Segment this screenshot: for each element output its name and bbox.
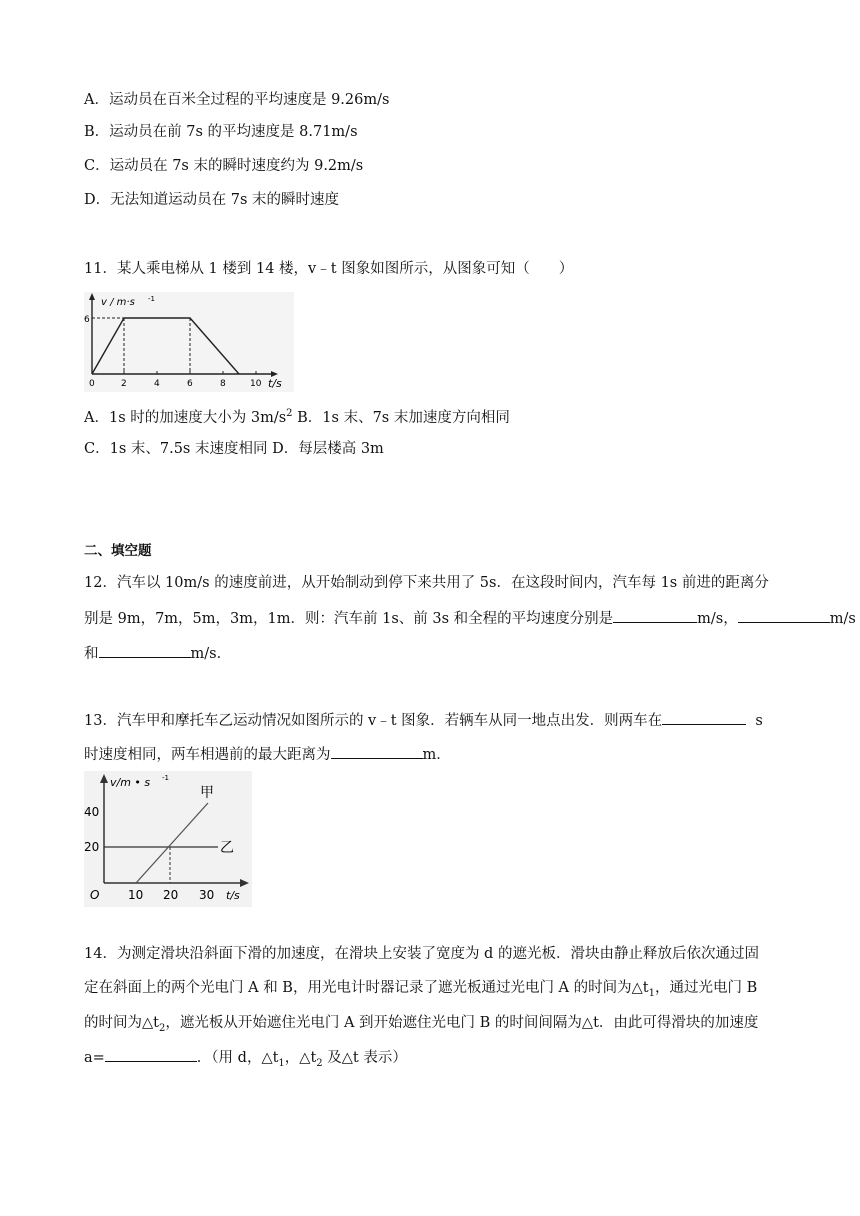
q12-line-2: 别是 9m，7m，5m，3m，1m．则：汽车前 1s、前 3s 和全程的平均速度分别是 m/s， m/s: [84, 608, 856, 629]
q13-line-2: 时速度相同，两车相遇前的最大距离为 m．: [84, 744, 451, 765]
q11-option-cd: C．1s 末、7.5s 末速度相同 D．每层楼高 3m: [84, 441, 384, 457]
q11-x-tick-0: 0: [89, 379, 95, 389]
q11-ylabel-sup: -1: [148, 295, 155, 303]
q11-y-tick-6: 6: [84, 315, 90, 325]
q13-ylabel: v/m • s: [110, 776, 151, 789]
q12-line-3: 和 m/s．: [84, 643, 231, 664]
q13-label-yi: 乙: [220, 840, 234, 856]
q13-ylabel-sup: -1: [162, 774, 169, 782]
section-title: 二、填空题: [84, 543, 152, 559]
q12-blank-1[interactable]: [613, 608, 697, 623]
q13-xlabel: t/s: [226, 889, 240, 902]
q13-x-tick-10: 10: [128, 888, 144, 902]
q11-x-tick-10: 10: [250, 379, 262, 389]
q11-x-tick-2: 2: [121, 379, 127, 389]
q11-x-tick-4: 4: [154, 379, 160, 389]
q14-blank[interactable]: [105, 1047, 197, 1062]
q11-option-b: B．1s 末、7s 末加速度方向相同: [292, 409, 510, 426]
q14-line-4: a= ．（用 d，$\triangle t_1$，$\triangle t_2$ 及△t 表示）: [84, 1047, 407, 1074]
q10-option-c: C．运动员在 7s 末的瞬时速度约为 9.2m/s: [84, 158, 364, 174]
q12-blank-2[interactable]: [738, 608, 830, 623]
q13-y-tick-20: 20: [84, 840, 100, 854]
q14-line-3: 的时间为$\triangle t_2$，遮光板从开始遮住光电门 A 到开始遮住光电门 B 的时间间隔为△t．由此可得滑块的加速度: [84, 1015, 759, 1034]
q12-blank-3[interactable]: [99, 643, 191, 658]
q11-ylabel: v / m·s: [101, 297, 135, 308]
q14-line-1: 14．为测定滑块沿斜面下滑的加速度，在滑块上安装了宽度为 d 的遮光板．滑块由静止释放后依次通过固: [84, 946, 759, 962]
q11-x-tick-8: 8: [220, 379, 226, 389]
q13-label-jia: 甲: [200, 785, 214, 801]
q14-line-2: 定在斜面上的两个光电门 A 和 B，用光电计时器记录了遮光板通过光电门 A 的时间为$\triangle t_1$，通过光电门 B: [84, 980, 758, 999]
q13-blank-1[interactable]: [662, 710, 746, 725]
q10-option-a: A．运动员在百米全过程的平均速度是 9.26m/s: [84, 92, 390, 108]
q11-option-a: A．1s 时的加速度大小为 3m/s: [84, 409, 287, 426]
q13-origin: O: [90, 888, 100, 902]
q10-option-d: D．无法知道运动员在 7s 末的瞬时速度: [84, 192, 340, 208]
q11-x-tick-6: 6: [187, 379, 193, 389]
q12-line-1: 12．汽车以 10m/s 的速度前进，从开始制动到停下来共用了 5s．在这段时间内，汽车每 1s 前进的距离分: [84, 575, 769, 591]
q13-y-tick-40: 40: [84, 805, 100, 819]
q11-option-a-sup: 2: [286, 408, 293, 419]
q11-vt-graph: [84, 292, 294, 392]
q13-x-tick-20: 20: [163, 888, 179, 902]
q13-x-tick-30: 30: [199, 888, 215, 902]
q11-option-ab: [84, 404, 510, 428]
q13-vt-graph: [84, 771, 252, 907]
q10-option-b: B．运动员在前 7s 的平均速度是 8.71m/s: [84, 124, 358, 140]
q11-xlabel: t/s: [268, 377, 282, 390]
q13-blank-2[interactable]: [331, 744, 423, 759]
q11-stem: 11．某人乘电梯从 1 楼到 14 楼，v﹣t 图象如图所示，从图象可知（ ）: [84, 261, 574, 277]
q13-line-1: 13．汽车甲和摩托车乙运动情况如图所示的 v﹣t 图象．若辆车从同一地点出发．则两车在 s: [84, 710, 763, 731]
